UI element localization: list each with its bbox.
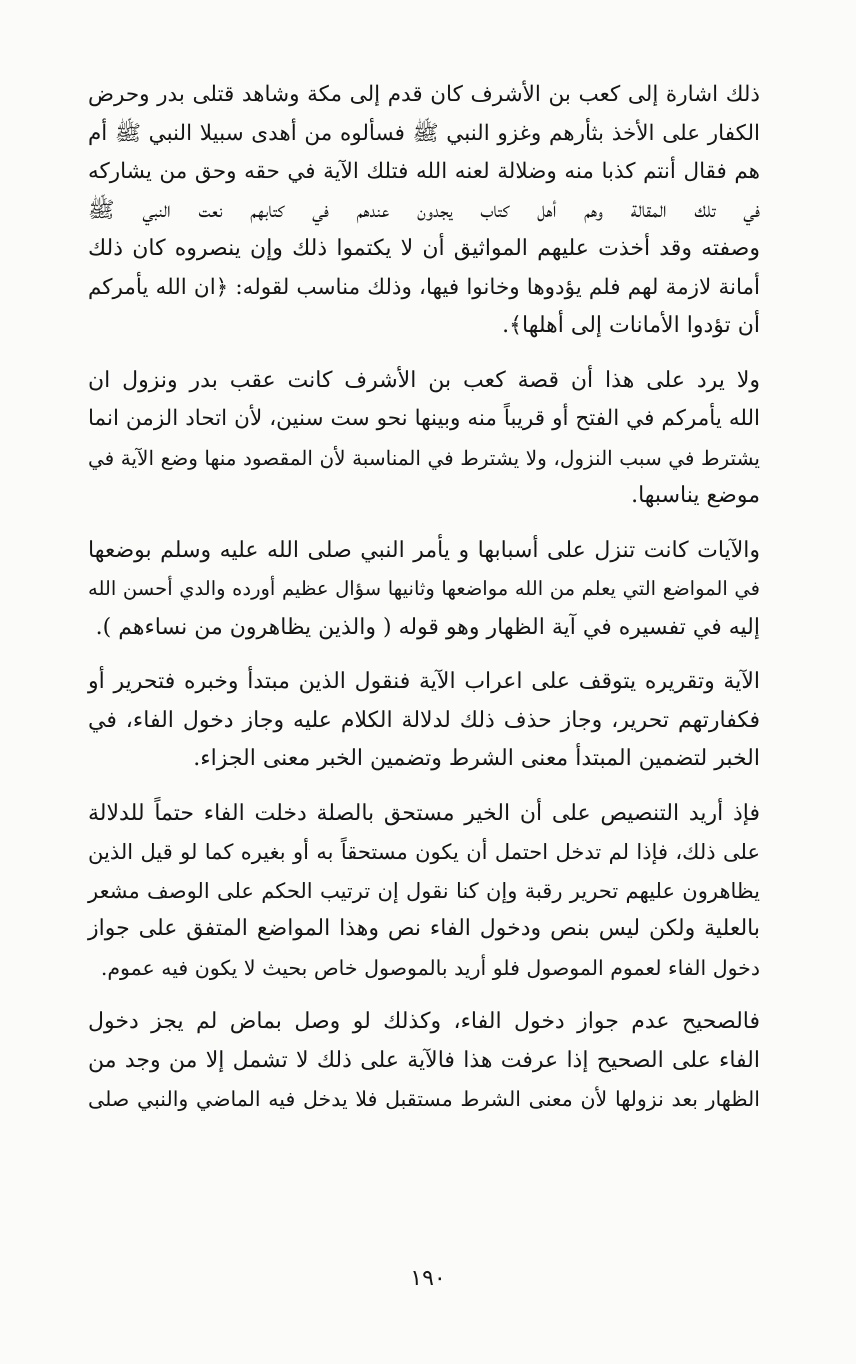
text-line: بالعلية ولكن ليس بنص ودخول الفاء نص وهذا المواضع المتفق على جواز (88, 916, 760, 941)
text-line: يشترط في سبب النزول، ولا يشترط في المناسبة لأن المقصود منها وضع الآية في (88, 445, 761, 470)
text-line: الآية وتقريره يتوقف على اعراب الآية فنقول الذين مبتدأ وخبره فتحرير أو (88, 669, 760, 694)
text-line: الكفار على الأخذ بثأرهم وغزو النبي ﷺ فسألوه من أهدى سبيلا النبي ﷺ أم (88, 120, 760, 146)
text-line: ولا يرد على هذا أن قصة كعب بن الأشرف كانت عقب بدر ونزول ان (88, 367, 760, 393)
paragraph-3 (88, 532, 760, 648)
text-line: فكفارتهم تحرير، وجاز حذف ذلك لدلالة الكلام عليه وجاز دخول الفاء، في (88, 707, 760, 733)
page-body (88, 76, 760, 1135)
text-line: يظاهرون عليهم تحرير رقبة وإن كنا نقول إن ترتيب الحكم على الوصف مشعر (88, 878, 760, 903)
text-line: في المواضع التي يعلم من الله مواضعها وثانيها سؤال عظيم أورده والدي أحسن الله (88, 577, 760, 600)
paragraph-6 (88, 1003, 760, 1119)
text-line: الفاء على الصحيح إذا عرفت هذا فالآية على ذلك لا تشمل إلا من وجد من (88, 1047, 760, 1073)
text-line: على ذلك، فإذا لم تدخل احتمل أن يكون مستحقاً به أو بغيره كما لو قيل الذين (88, 840, 760, 864)
paragraph-2 (88, 362, 760, 516)
page-number: ١٩٠ (410, 1266, 446, 1291)
paragraph-5 (88, 795, 760, 988)
text-line: موضع يناسبها. (631, 483, 760, 508)
text-line: والآيات كانت تنزل على أسبابها و يأمر النبي صلى الله عليه وسلم بوضعها (88, 537, 760, 563)
text-line: الظهار بعد نزولها لأن معنى الشرط مستقبل فلا يدخل فيه الماضي والنبي صلى (88, 1087, 760, 1111)
paragraph-1 (88, 76, 760, 346)
text-line: الله يأمركم في الفتح أو قريباً منه وبينها نحو ست سنين، لأن اتحاد الزمن انما (88, 406, 760, 431)
text-line: دخول الفاء لعموم الموصول فلو أريد بالموصول خاص بحيث لا يكون فيه عموم. (100, 955, 760, 980)
text-line: هم فقال أنتم كذبا منه وضلالة لعنه الله فتلك الآية في حقه وحق من يشاركه (88, 159, 760, 184)
text-line: الخبر لتضمين المبتدأ معنى الشرط وتضمين الخبر معنى الجزاء. (193, 746, 760, 771)
text-line: ذلك اشارة إلى كعب بن الأشرف كان قدم إلى مكة وشاهد قتلى بدر وحرض (88, 82, 760, 107)
text-line: أمانة لازمة لهم فلم يؤدوها وخانوا فيها، وذلك مناسب لقوله: ﴿ان الله يأمركم (88, 274, 760, 300)
text-line: فإذ أريد التنصيص على أن الخير مستحق بالصلة دخلت الفاء حتماً للدلالة (88, 800, 760, 826)
text-line: فالصحيح عدم جواز دخول الفاء، وكذلك لو وصل بماض لم يجز دخول (88, 1009, 760, 1034)
text-line: أن تؤدوا الأمانات إلى أهلها﴾. (502, 313, 760, 338)
text-line: وصفته وقد أخذت عليهم المواثيق أن لا يكتموا ذلك وإن ينصروه كان ذلك (88, 236, 760, 261)
text-line: في تلك المقالة وهم أهل كتاب يجدون عندهم في كتابهم نعت النبي ﷺ (88, 197, 760, 223)
paragraph-4 (88, 663, 760, 779)
text-line: إليه في تفسيره في آية الظهار وهو قوله ( والذين يظاهرون من نساءهم ). (95, 614, 760, 640)
